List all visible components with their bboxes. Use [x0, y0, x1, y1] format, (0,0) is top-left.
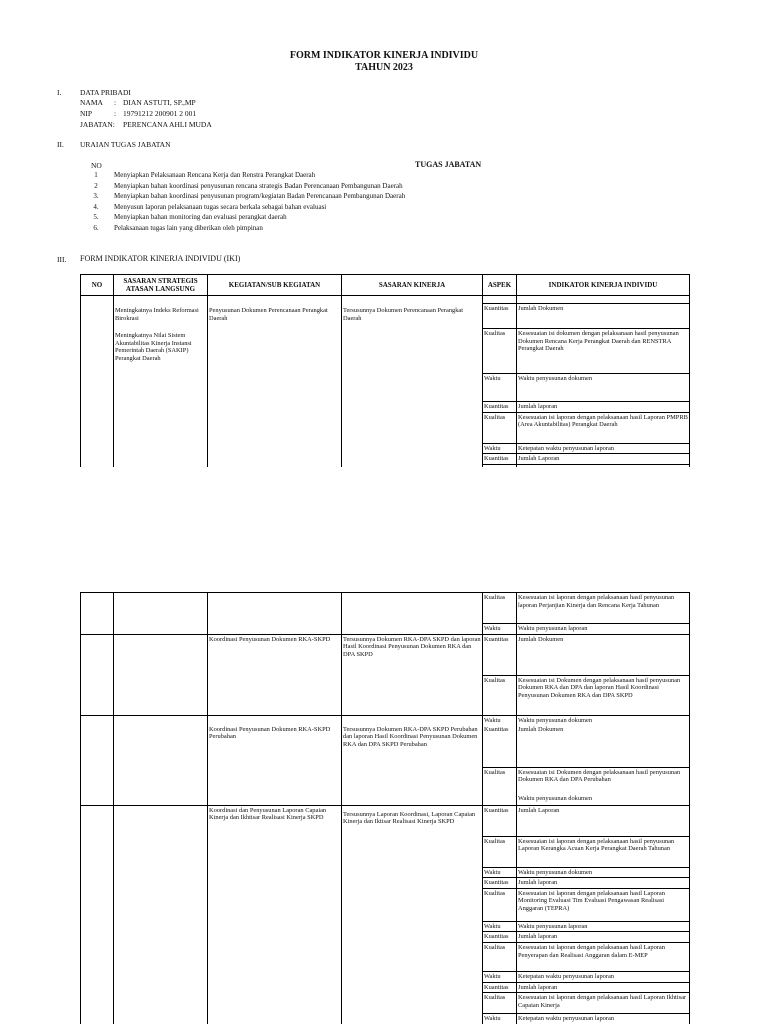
- nip-value: 19791212 200901 2 001: [123, 109, 197, 118]
- header-sasaran-strategis: SASARAN STRATEGIS ATASAN LANGSUNG: [114, 275, 208, 296]
- iki-table-page-2: [80, 592, 690, 1024]
- table-row: [81, 634, 690, 675]
- document-subtitle: TAHUN 2023: [355, 62, 413, 73]
- indikator-cell: Jumlah Laporan: [517, 454, 690, 465]
- indikator-cell: Waktu penyusunan dokumen: [517, 867, 690, 878]
- indikator-cell: Waktu penyusunan dokumen: [517, 794, 690, 805]
- aspek-cell: Kuantitas: [483, 982, 517, 993]
- section-2-heading: URAIAN TUGAS JABATAN: [80, 140, 171, 149]
- indikator-cell: Jumlah Dokumen: [517, 634, 690, 675]
- aspek-cell: Kuantitas: [483, 304, 517, 329]
- aspek-cell: Kuantitas: [483, 878, 517, 889]
- aspek-cell: Kualitas: [483, 993, 517, 1014]
- sasaran-strategis-cell: [114, 296, 208, 467]
- indikator-cell: Jumlah laporan: [517, 878, 690, 889]
- aspek-cell: Waktu: [483, 715, 517, 725]
- tugas-number: 2: [94, 181, 98, 190]
- list-item: [84, 170, 684, 180]
- tugas-text: Pelaksanaan tugas lain yang diberikan oleh pimpinan: [114, 223, 263, 232]
- tugas-jabatan-header: TUGAS JABATAN: [415, 160, 482, 169]
- tugas-text: Menyiapkan bahan koordinasi penyusunan rencana strategis Badan Perencanaan Pembangunan Daerah: [114, 181, 403, 190]
- aspek-cell: Waktu: [483, 443, 517, 454]
- tugas-no-header: NO: [91, 161, 102, 170]
- aspek-cell: Waktu: [483, 374, 517, 402]
- kegiatan-cell: Koordinasi Penyusunan Dokumen RKA-SKPD Perubahan: [208, 715, 342, 805]
- sasaran-strategis-1: Meningkatnya Indeks Reformasi Birokrasi: [115, 307, 199, 322]
- section-2-number: II.: [57, 140, 64, 149]
- indikator-cell: Kesesuaian isi Dokumen dengan pelaksanaan hasil penyusunan Dokumen RKA dan DPA dan laporan Hasil Koordinasi Penyusunan Dokumen RKA dan DPA SKPD: [517, 675, 690, 715]
- tugas-number: 1: [94, 171, 98, 179]
- indikator-cell: Jumlah Dokumen: [517, 725, 690, 767]
- sasaran-kinerja-cell: Tersusunnya Dokumen RKA-DPA SKPD dan laporan Hasil Koordinasi Penyusunan Dokumen RKA dan DPA SKPD: [342, 634, 483, 715]
- sasaran-kinerja-cell: Tersusunnya Dokumen Perencanaan Perangkat Daerah: [342, 296, 483, 467]
- tugas-list: [84, 170, 684, 234]
- nama-label: NAMA: [80, 98, 103, 107]
- indikator-cell: Kesesuaian isi laporan dengan pelaksanaan hasil Laporan Ikhtisar Capaian Kinerja: [517, 993, 690, 1014]
- indikator-cell: Waktu penyusunan laporan: [517, 921, 690, 932]
- aspek-cell: Kualitas: [483, 675, 517, 715]
- aspek-cell: Waktu: [483, 1014, 517, 1024]
- indikator-cell: Kesesuaian isi laporan dengan pelaksanaan hasil Laporan PMPRB (Area Akuntabilitas) Perangkat Daerah: [517, 412, 690, 443]
- aspek-cell: Kuantitas: [483, 634, 517, 675]
- nip-separator: :: [114, 109, 117, 118]
- tugas-number: 6.: [93, 223, 99, 232]
- list-item: [84, 212, 684, 222]
- tugas-number: 4.: [93, 202, 99, 211]
- tugas-text: Menyiapkan bahan monitoring dan evaluasi perangkat daerah: [114, 213, 287, 221]
- aspek-cell: Kuantitas: [483, 805, 517, 836]
- iki-table-page-1: [80, 274, 690, 467]
- list-item: [84, 202, 684, 212]
- nip-label: NIP: [80, 109, 93, 118]
- section-3-number: III.: [57, 255, 67, 264]
- aspek-cell: Kualitas: [483, 888, 517, 921]
- aspek-cell: Kualitas: [483, 943, 517, 972]
- jabatan-label: JABATAN:: [80, 120, 115, 129]
- list-item: [84, 191, 684, 201]
- indikator-cell: Waktu penyusunan dokumen: [517, 715, 690, 725]
- aspek-cell: Waktu: [483, 972, 517, 983]
- aspek-cell: Kualitas: [483, 329, 517, 374]
- kegiatan-cell: Koordinasi Penyusunan Dokumen RKA-SKPD: [208, 634, 342, 715]
- table-row: [81, 805, 690, 836]
- aspek-cell: Waktu: [483, 867, 517, 878]
- aspek-cell: Kuantitas: [483, 402, 517, 413]
- aspek-cell: Kuantitas: [483, 725, 517, 767]
- section-1-number: I.: [57, 88, 62, 97]
- aspek-cell: Waktu: [483, 624, 517, 635]
- sasaran-kinerja-cell: Tersusunnya Dokumen RKA-DPA SKPD Perubahan dan laporan Hasil Koordinasi Penyusunan Dokumen RKA dan DPA SKPD Perubahan: [342, 715, 483, 805]
- header-kegiatan: KEGIATAN/SUB KEGIATAN: [208, 275, 342, 296]
- sasaran-strategis-2: Meningkatnya Nilai Sistem Akuntabilitas Kinerja Instansi Pemerintah Daerah (SAKIP) Perangkat Daerah: [115, 332, 192, 362]
- list-item: [84, 223, 684, 233]
- document-title: FORM INDIKATOR KINERJA INDIVIDU: [289, 50, 479, 61]
- table-row: [81, 593, 690, 624]
- no-cell: [81, 296, 114, 467]
- nama-value: DIAN ASTUTI, SP.,MP: [123, 98, 196, 107]
- indikator-cell: Kesesuaian isi Dokumen dengan pelaksanaan hasil penyusunan Dokumen RKA dan DPA Perubahan: [517, 767, 690, 794]
- aspek-cell: Kuantitas: [483, 932, 517, 943]
- aspek-cell: Kuantitas: [483, 454, 517, 465]
- indikator-cell: Jumlah laporan: [517, 402, 690, 413]
- indikator-cell: Jumlah Laporan: [517, 805, 690, 836]
- indikator-cell: Ketepatan waktu penyusunan laporan: [517, 972, 690, 983]
- aspek-cell: Kualitas: [483, 836, 517, 867]
- header-indikator: INDIKATOR KINERJA INDIVIDU: [517, 275, 690, 296]
- kegiatan-cell: Koordinasi dan Penyusunan Laporan Capaian Kinerja dan Ikhtisar Realisasi Kinerja SKPD: [208, 805, 342, 1024]
- sasaran-kinerja-cell: Tersusunnya Laporan Koordinasi, Laporan Capaian Kinerja dan Iktisar Realisasi Kinerja SKPD: [342, 805, 483, 1024]
- aspek-cell: Waktu: [483, 921, 517, 932]
- section-1-heading: DATA PRIBADI: [80, 88, 131, 97]
- indikator-cell: Jumlah laporan: [517, 982, 690, 993]
- tugas-text: Menyusun laporan pelaksanaan tugas secara berkala sebagai bahan evaluasi: [114, 202, 327, 211]
- aspek-cell: Kualitas: [483, 412, 517, 443]
- indikator-cell: Kesesuaian isi laporan dengan pelaksanaan hasil Laporan Monitoring Evaluasi Tim Evaluasi Pengawasan Realisasi Anggaran (TEPRA): [517, 888, 690, 921]
- header-no: NO: [81, 275, 114, 296]
- tugas-text: Menyiapkan Pelaksanaan Rencana Kerja dan Renstra Perangkat Daerah: [114, 171, 316, 179]
- indikator-cell: Jumlah Dokumen: [517, 304, 690, 329]
- tugas-text: Menyiapkan bahan koordinasi penyusunan program/kegiatan Badan Perencanaan Pembangunan Daerah: [114, 192, 406, 200]
- aspek-cell: Kualitas: [483, 593, 517, 624]
- nama-separator: :: [114, 98, 117, 107]
- kegiatan-cell: Penyusunan Dokumen Perencanaan Perangkat Daerah: [208, 296, 342, 467]
- table-header-row: [81, 275, 690, 296]
- aspek-cell: Kualitas: [483, 767, 517, 794]
- tugas-number: 5.: [93, 213, 99, 221]
- tugas-number: 3.: [93, 192, 99, 200]
- indikator-cell: Kesesuaian isi laporan dengan pelaksanaan hasil Laporan Penyerapan dan Realisasi Anggaran dalam E-MEP: [517, 943, 690, 972]
- indikator-cell: Jumlah laporan: [517, 932, 690, 943]
- section-3-heading: FORM INDIKATOR KINERJA INDIVIDU (IKI): [80, 254, 241, 263]
- indikator-cell: Ketepatan waktu penyusunan laporan: [517, 443, 690, 454]
- indikator-cell: Ketepatan waktu penyusunan laporan: [517, 1014, 690, 1024]
- jabatan-value: PERENCANA AHLI MUDA: [123, 120, 212, 129]
- indikator-cell: Waktu penyusunan laporan: [517, 624, 690, 635]
- indikator-cell: Kesesuaian isi dokumen dengan pelaksanaan hasil penyusunan Dokumen Rencana Kerja Perangkat Daerah dan RENSTRA Perangkat Daerah: [517, 329, 690, 374]
- list-item: [84, 181, 684, 191]
- header-aspek: ASPEK: [483, 275, 517, 296]
- indikator-cell: Waktu penyusunan dokumen: [517, 374, 690, 402]
- header-sasaran-kinerja: SASARAN KINERJA: [342, 275, 483, 296]
- table-row: [81, 715, 690, 725]
- indikator-cell: Kesesuaian isi laporan dengan pelaksanaan hasil penyusunan laporan Perjanjian Kinerja dan Rencana Kerja Tahunan: [517, 593, 690, 624]
- indikator-cell: Kesesuaian isi laporan dengan pelaksanaan hasil penyusunan Laporan Kerangka Acuan Kerja Perangkat Daerah Tahunan: [517, 836, 690, 867]
